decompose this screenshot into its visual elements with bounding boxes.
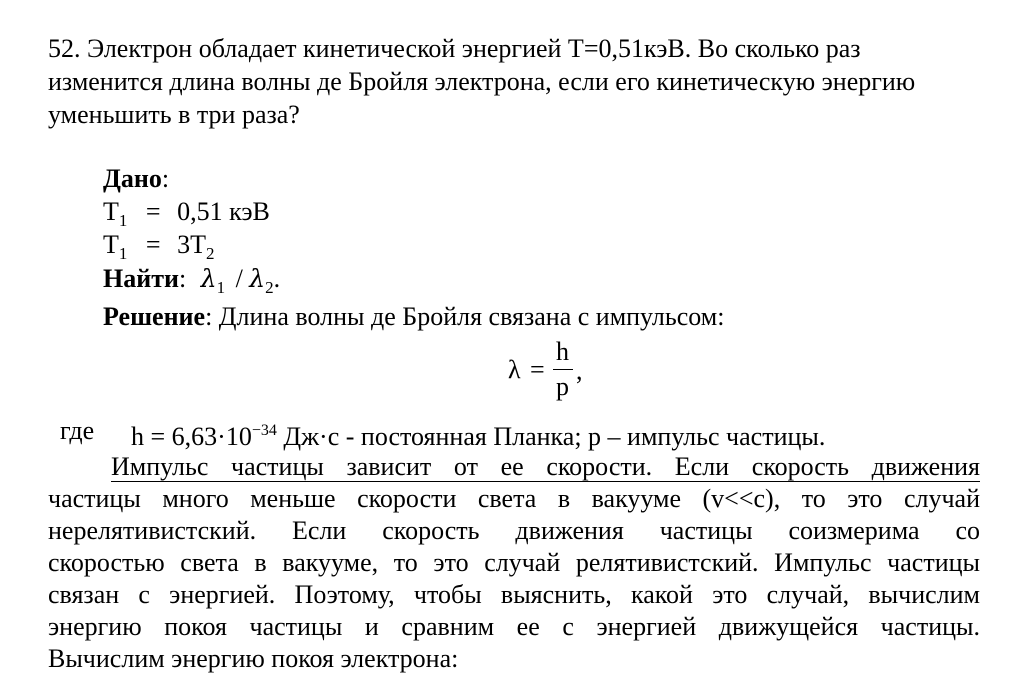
find-colon: : [178,264,187,293]
given-row-1-sub: 1 [118,211,128,230]
where-line [131,416,825,452]
solution-text: : Длина волны де Бройля связана с импульсом: [205,302,725,331]
planck-exponent: −34 [251,422,277,439]
given-heading [103,164,169,194]
problem-line-1: 52. Электрон обладает кинетической энергией T=0,51кэВ. Во сколько раз [48,34,861,63]
paragraph-line-3: нерелятивистский. Если скорость движения частицы соизмерима со [48,516,980,545]
find-lambda-1-sub: 1 [216,278,226,297]
given-row-1-symbol: T [103,197,119,226]
problem-line-2: изменится длина волны де Бройля электрона, если его кинетическую энергию [48,67,916,96]
formula-eq: = [530,355,545,384]
find-lambda-2-sub: 2 [265,278,274,297]
formula-comma: , [576,356,583,385]
find-lambda-1: λ [200,264,217,293]
paragraph-last-line: Вычислим энергию покоя электрона: [48,644,459,673]
given-row-2-value-sub: 2 [205,244,215,263]
given-row-2-symbol: T [103,230,119,259]
given-label: Дано [103,164,162,193]
solution-line [103,302,724,332]
formula-denominator: p [556,372,569,401]
given-row-1-value: 0,51 кэВ [177,197,270,226]
where-label: где [60,416,95,445]
paragraph-line-4: скоростью света в вакууме, то это случай релятивистский. Импульс частицы [48,548,980,577]
find-lambda-2: λ [249,264,266,293]
find-line [103,264,280,303]
find-dot: . [273,264,281,293]
given-row-2-value: 3T [177,230,206,259]
fraction-bar [553,369,573,370]
paragraph-line-1: Импульс частицы зависит от ее скорости. Если скорость движения [111,452,980,481]
paragraph-line-6: энергию покоя частицы и сравним ее с энергией движущейся частицы. [48,612,980,641]
given-row-2-sub: 1 [118,244,128,263]
given-row-1-eq: = [145,197,161,226]
formula-lhs: λ [508,355,521,384]
formula-numerator: h [556,337,569,366]
find-slash: / [235,264,243,293]
paragraph-line-5: связан с энергией. Поэтому, чтобы выяснить, какой это случай, вычислим [48,580,980,609]
planck-value: h = 6,63·10 [131,422,252,451]
paragraph-line-2: частицы много меньше скорости света в вакууме (v<<c), то это случай [48,484,980,513]
where-rest: - постоянная Планка; p – импульс частицы. [339,422,826,451]
given-row-2-eq: = [145,230,161,259]
given-colon: : [161,164,170,193]
solution-label: Решение [103,302,206,331]
find-label: Найти [103,264,179,293]
problem-line-3: уменьшить в три раза? [48,100,300,129]
planck-units: Дж·c [276,422,340,451]
